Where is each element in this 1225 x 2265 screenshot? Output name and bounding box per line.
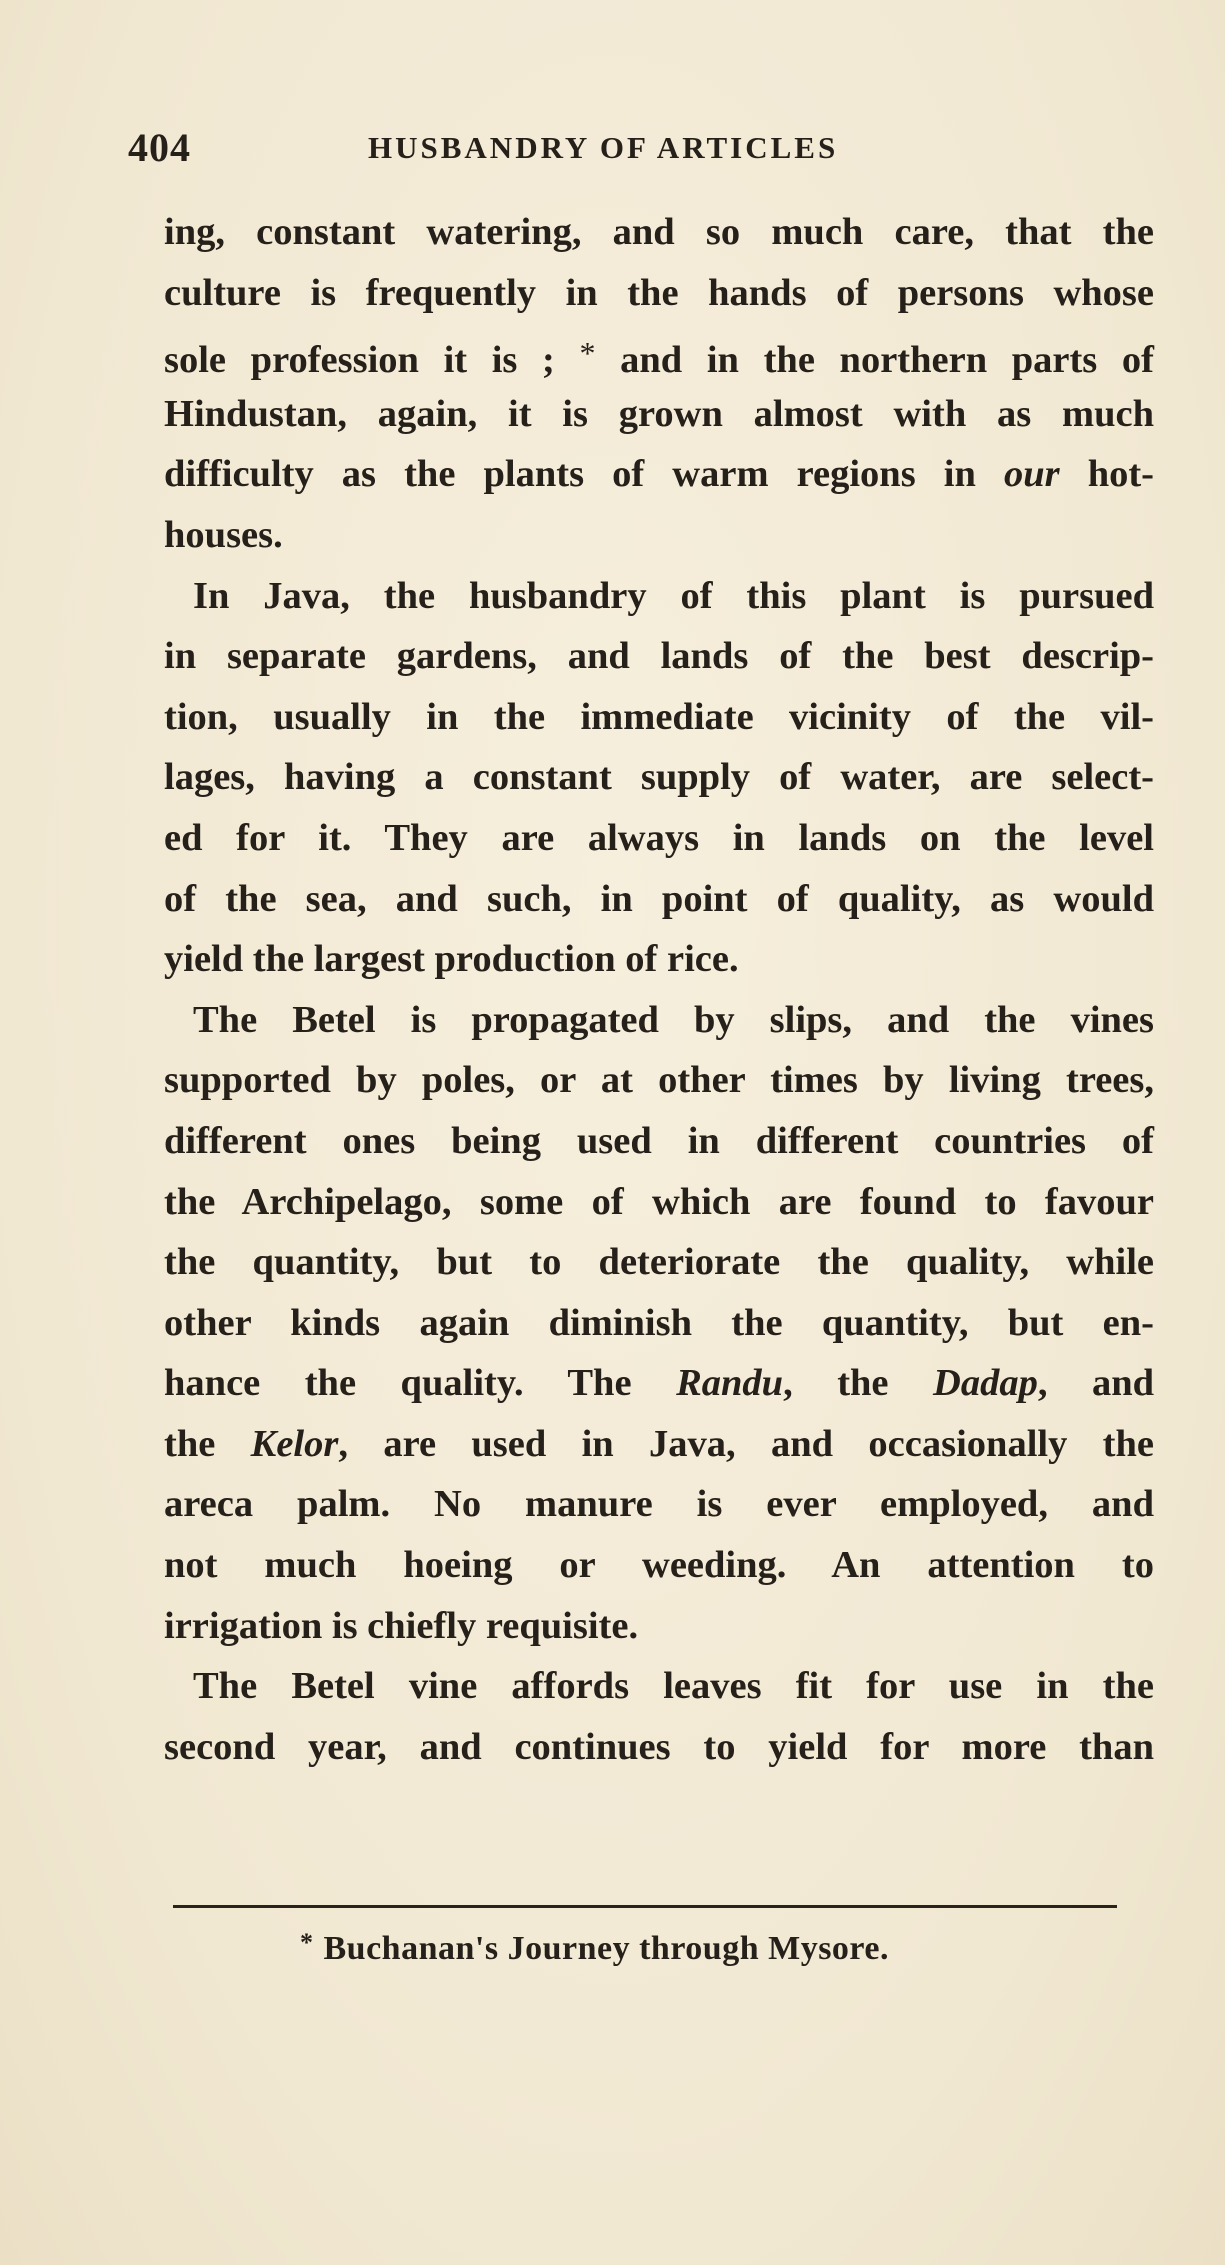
footnote — [300, 1928, 889, 1968]
running-head: HUSBANDRY OF ARTICLES — [368, 130, 839, 165]
text-line: ed for it. They are always in lands on the level — [164, 816, 1154, 859]
text-line: tion, usually in the immediate vicinity of the vil- — [164, 695, 1154, 738]
text-line: sole profession it is ; * and in the northern parts of — [164, 335, 1154, 382]
text-line: second year, and continues to yield for more than — [164, 1725, 1154, 1768]
footnote-reference: * — [579, 335, 596, 372]
text-line: areca palm. No manure is ever employed, and — [164, 1483, 1154, 1526]
text-line: other kinds again diminish the quantity, but en- — [164, 1301, 1154, 1344]
text-line: houses. — [164, 513, 283, 556]
page-number: 404 — [128, 125, 191, 170]
page-header — [128, 124, 1088, 174]
text-line: yield the largest production of rice. — [164, 938, 739, 981]
text-line: the quantity, but to deteriorate the quality, while — [164, 1241, 1154, 1284]
emphasis: our — [1003, 453, 1060, 496]
body-text — [164, 202, 1154, 1777]
text-line: supported by poles, or at other times by living trees, — [164, 1059, 1154, 1102]
emphasis: Dadap — [933, 1362, 1038, 1405]
text-line: ing, constant watering, and so much care, that the — [164, 211, 1154, 253]
text-line: culture is frequently in the hands of persons whose — [164, 271, 1154, 314]
text-line: not much hoeing or weeding. An attention to — [164, 1544, 1154, 1587]
emphasis: Kelor — [250, 1422, 339, 1465]
footnote-mark: * — [300, 1928, 314, 1957]
text-line: In Java, the husbandry of this plant is pursued — [193, 574, 1154, 617]
text-line: the Archipelago, some of which are found to favour — [164, 1180, 1154, 1223]
text-line: The Betel is propagated by slips, and the vines — [193, 998, 1154, 1041]
text-line: the Kelor, are used in Java, and occasionally the — [164, 1422, 1154, 1465]
text-line: Hindustan, again, it is grown almost with as much — [164, 392, 1154, 435]
footnote-rule — [173, 1905, 1117, 1908]
text-line: irrigation is chiefly requisite. — [164, 1604, 639, 1647]
text-line: of the sea, and such, in point of quality, as would — [164, 877, 1154, 920]
text-line: lages, having a constant supply of water, are select- — [164, 756, 1154, 799]
text-line: in separate gardens, and lands of the best descrip- — [164, 635, 1154, 678]
text-line: different ones being used in different countries of — [164, 1119, 1154, 1162]
emphasis: Randu — [676, 1362, 784, 1405]
text-line: The Betel vine affords leaves fit for use in the — [193, 1665, 1154, 1708]
text-line: hance the quality. The Randu, the Dadap, and — [164, 1362, 1155, 1405]
footnote-text: Buchanan's Journey through Mysore. — [323, 1930, 889, 1967]
text-line: difficulty as the plants of warm regions in our hot- — [164, 453, 1154, 496]
